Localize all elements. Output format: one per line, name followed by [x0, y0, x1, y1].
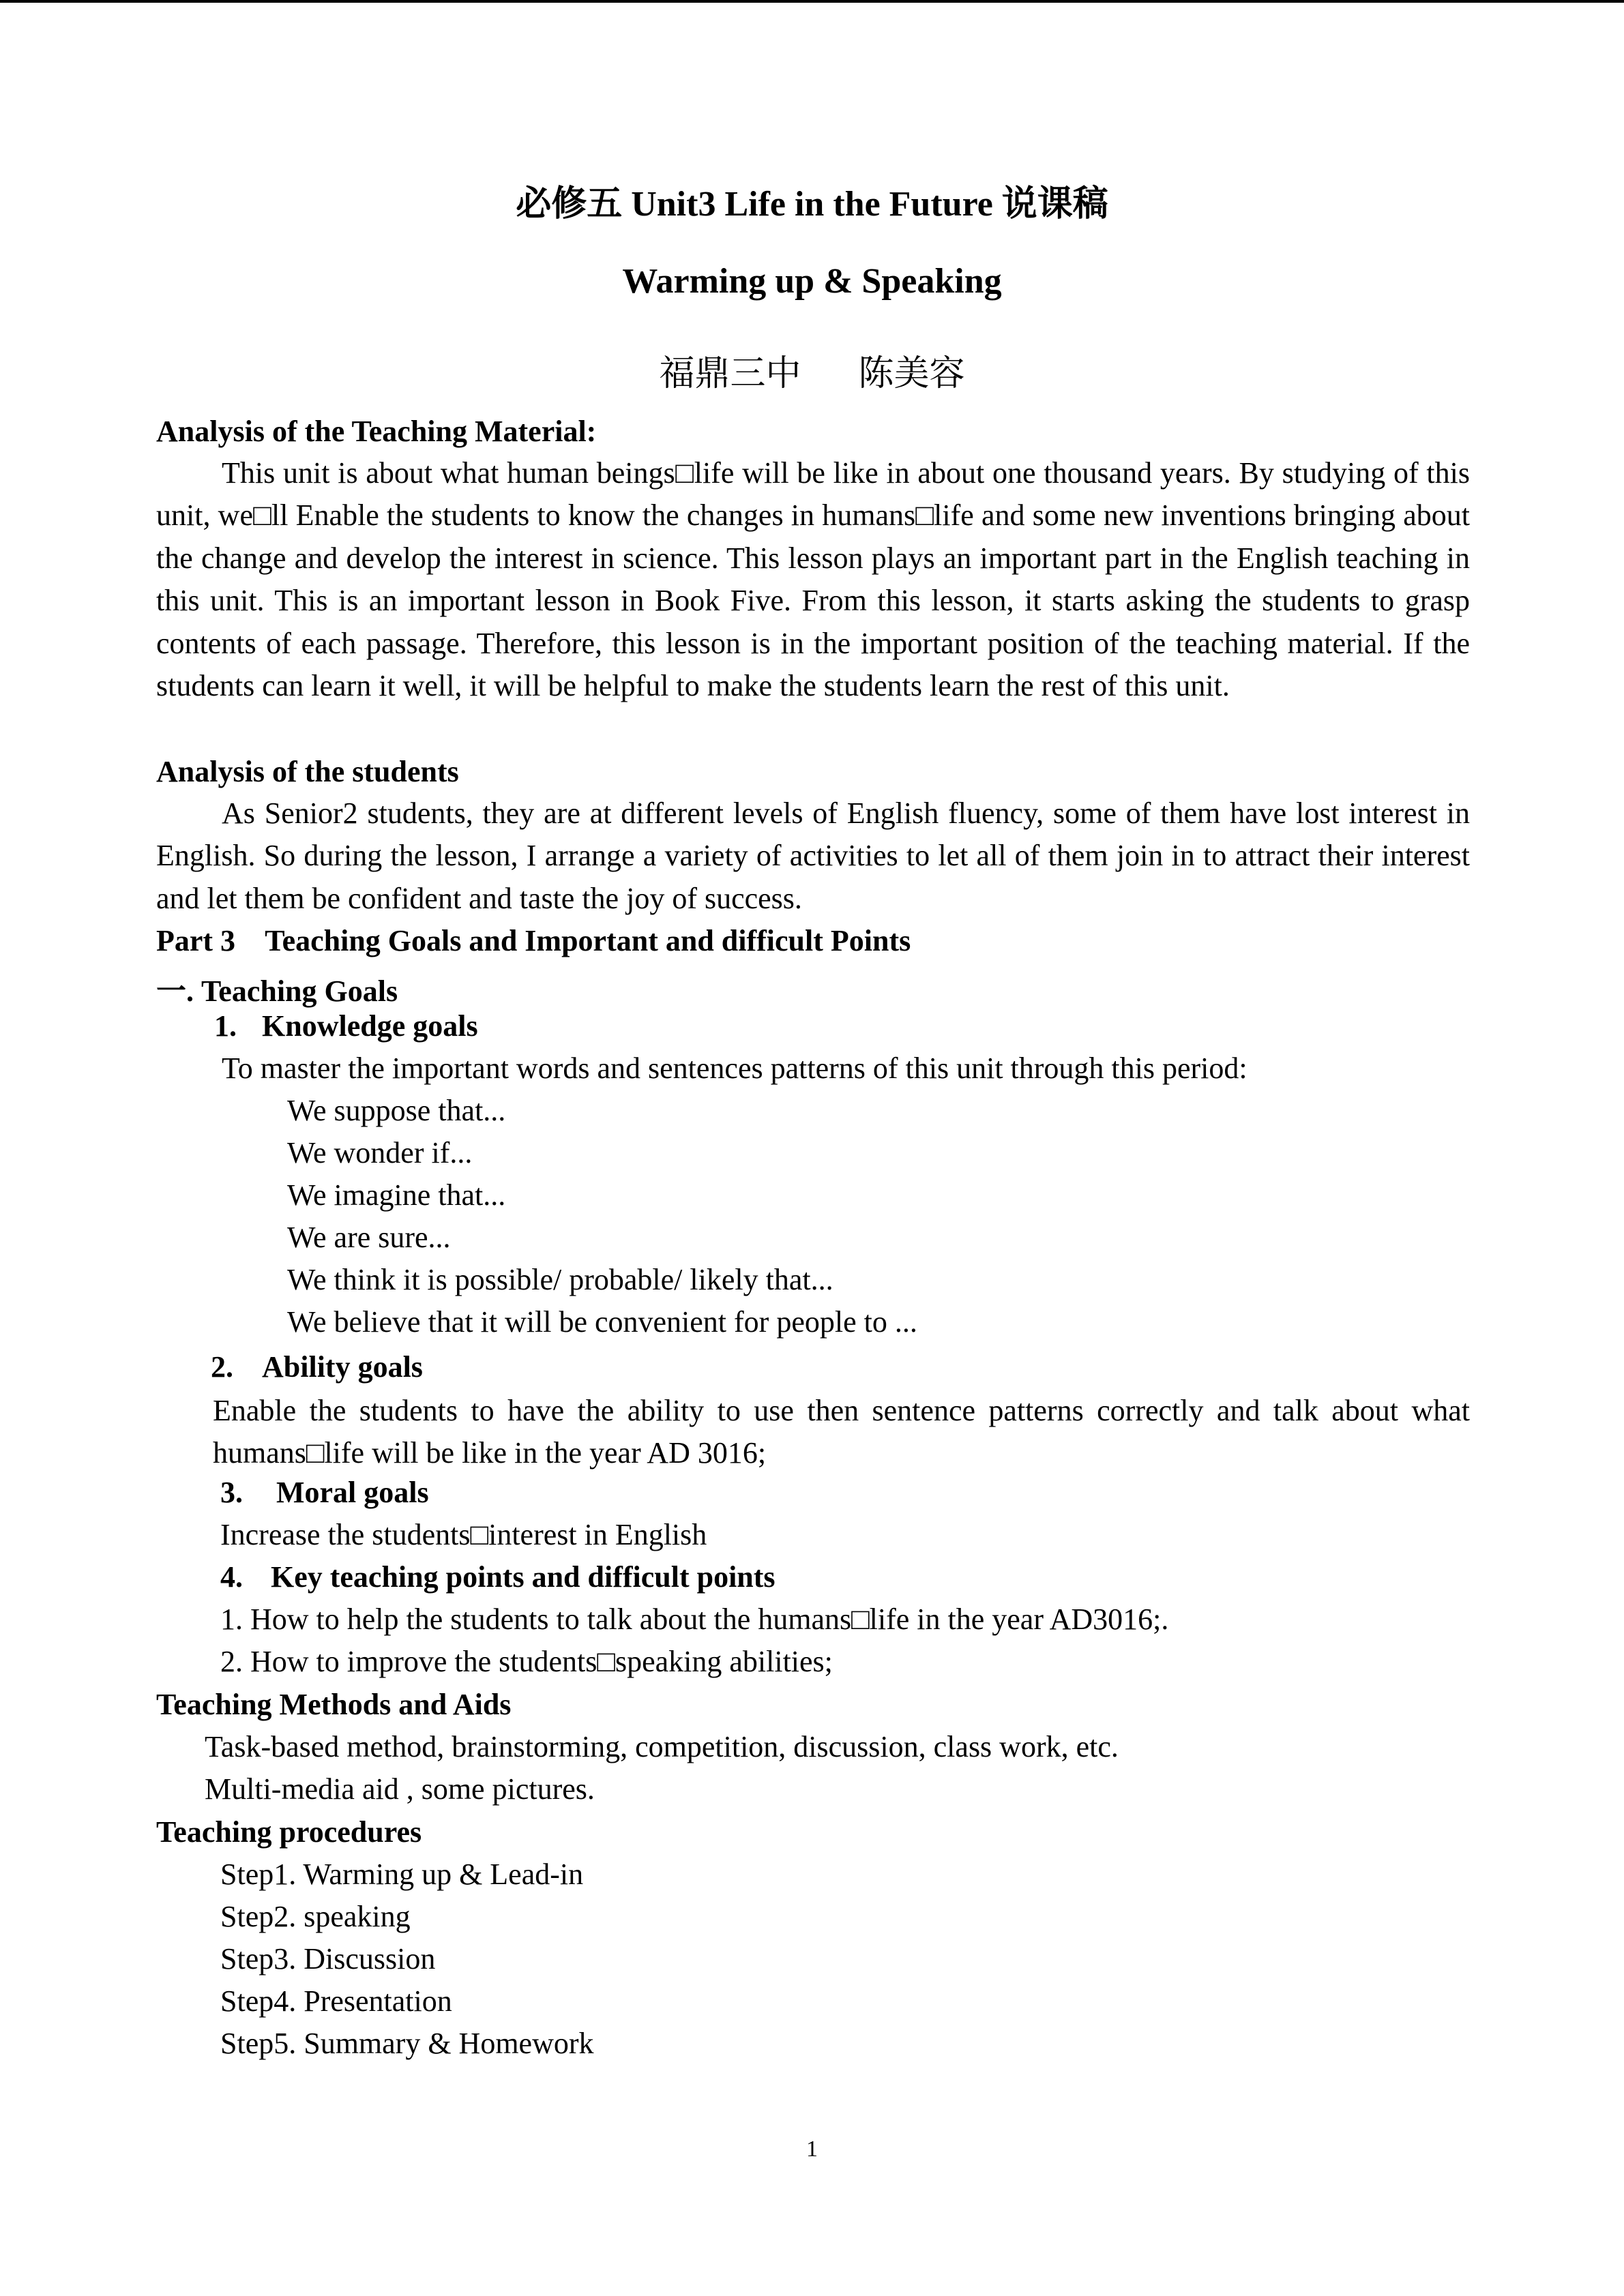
pattern-item: We imagine that...	[287, 1178, 506, 1212]
moral-body: Increase the students□interest in English	[220, 1518, 707, 1551]
procedure-step: Step1. Warming up & Lead-in	[220, 1858, 584, 1891]
ability-title: Ability goals	[262, 1350, 423, 1384]
ability-body: Enable the students to have the ability to use then sentence patterns correctly and talk about what humans□life will be like in the year AD 3016;	[213, 1394, 1470, 1470]
ability-goals-heading	[211, 1350, 423, 1384]
pattern-item: We wonder if...	[287, 1136, 473, 1169]
procedure-step: Step5. Summary & Homework	[220, 2027, 594, 2060]
part3-heading: Part 3 Teaching Goals and Important and difficult Points	[156, 924, 911, 957]
pattern-item: We think it is possible/ probable/ likely that...	[287, 1263, 833, 1296]
school-name: 福鼎三中	[659, 355, 801, 393]
moral-title: Moral goals	[276, 1476, 429, 1509]
knowledge-number: 1.	[214, 1009, 237, 1043]
page-number: 1	[806, 2136, 818, 2162]
material-paragraph	[156, 452, 1470, 707]
ability-number: 2.	[211, 1350, 233, 1384]
moral-number: 3.	[220, 1476, 243, 1509]
procedure-step: Step3. Discussion	[220, 1942, 436, 1976]
document-title: 必修五 Unit3 Life in the Future 说课稿	[516, 185, 1108, 224]
key-points-title: Key teaching points and difficult points	[271, 1560, 776, 1594]
key-point-item: 2. How to improve the students□speaking abilities;	[220, 1645, 833, 1678]
knowledge-intro: To master the important words and sentences patterns of this unit through this period:	[222, 1052, 1247, 1085]
procedure-step: Step4. Presentation	[220, 1984, 452, 2018]
goals-heading: 一. Teaching Goals	[156, 974, 398, 1008]
key-points-number: 4.	[220, 1560, 243, 1594]
knowledge-title: Knowledge goals	[262, 1009, 478, 1043]
author-line	[0, 344, 1624, 396]
author-name: 陈美容	[858, 355, 965, 393]
students-body: As Senior2 students, they are at different levels of English fluency, some of them have lost interest in English. So during the lesson, I arrange a variety of activities to let all of them join in to attract their interest and let them be confident and taste the joy of success.	[156, 796, 1470, 915]
document-subtitle: Warming up & Speaking	[622, 262, 1002, 301]
key-points-heading	[220, 1560, 776, 1594]
page-top-border	[0, 0, 1624, 3]
pattern-item: We suppose that...	[287, 1094, 506, 1127]
moral-goals-heading	[220, 1475, 429, 1510]
knowledge-goals-heading	[214, 1009, 478, 1043]
material-body: This unit is about what human beings□life will be like in about one thousand years. By studying of this unit, we□ll Enable the students to know the changes in humans□life and some new inventions bringing about the change and develop the interest in science. This lesson plays an important part in the English teaching in this unit. This is an important lesson in Book Five. From this lesson, it starts asking the students to grasp contents of each passage. Therefore, this lesson is in the important position of the teaching material. If the students can learn it well, it will be helpful to make the students learn the rest of this unit.	[156, 456, 1470, 703]
key-point-item: 1. How to help the students to talk about the humans□life in the year AD3016;.	[220, 1602, 1169, 1636]
method-item: Multi-media aid , some pictures.	[205, 1772, 595, 1806]
procedures-heading: Teaching procedures	[156, 1815, 422, 1849]
material-heading: Analysis of the Teaching Material:	[156, 415, 597, 448]
students-heading: Analysis of the students	[156, 755, 459, 788]
students-paragraph	[156, 792, 1470, 920]
pattern-item: We are sure...	[287, 1221, 451, 1254]
methods-heading: Teaching Methods and Aids	[156, 1688, 512, 1721]
pattern-item: We believe that it will be convenient for people to ...	[287, 1305, 917, 1339]
procedure-step: Step2. speaking	[220, 1900, 411, 1933]
method-item: Task-based method, brainstorming, competition, discussion, class work, etc.	[205, 1730, 1119, 1763]
